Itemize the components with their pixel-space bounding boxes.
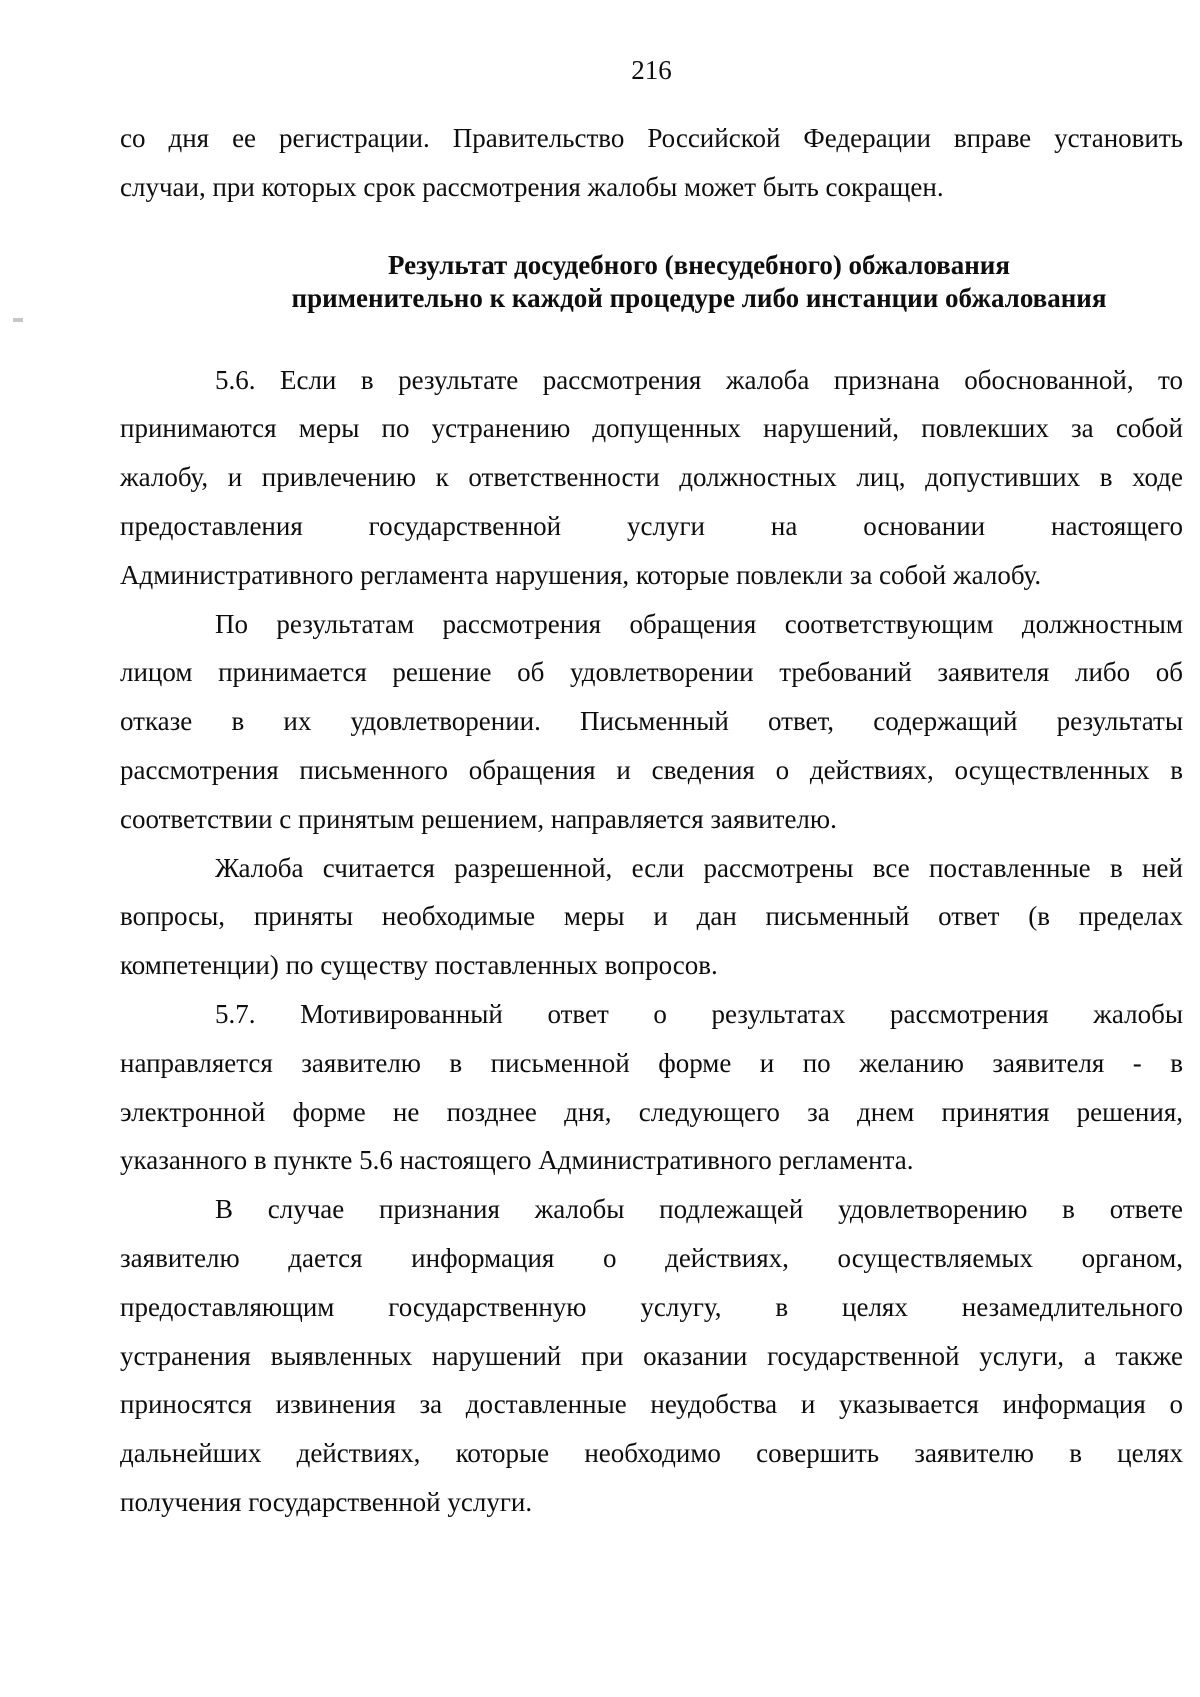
text-line: соответствии с принятым решением, направляется заявителю.	[120, 803, 837, 834]
text-line: компетенции) по существу поставленных вопросов.	[120, 950, 718, 981]
page-number: 216	[631, 55, 672, 85]
text-line: предоставляющим государственную услугу, в целях незамедлительного	[120, 1291, 1183, 1322]
text-line: электронной форме не позднее дня, следующего за днем принятия решения,	[120, 1096, 1183, 1127]
text-line: Административного регламента нарушения, которые повлекли за собой жалобу.	[120, 559, 1042, 590]
text-line: получения государственной услуги.	[120, 1486, 533, 1517]
scan-artifact-mark	[13, 318, 23, 322]
text-line: рассмотрения письменного обращения и сведения о действиях, осуществленных в	[120, 754, 1183, 785]
text-line: направляется заявителю в письменной форме и по желанию заявителя - в	[120, 1047, 1183, 1078]
text-line: 5.6. Если в результате рассмотрения жалоба признана обоснованной, то	[215, 364, 1183, 395]
heading-line: применительно к каждой процедуре либо инстанции обжалования	[291, 282, 1107, 313]
paragraph-5-7	[120, 990, 1183, 1185]
paragraph-review-results	[120, 600, 1183, 844]
paragraph-intro	[120, 114, 1183, 212]
text-line: приносятся извинения за доставленные неудобства и указывается информация о	[120, 1389, 1183, 1420]
text-line: принимаются меры по устранению допущенных нарушений, повлекших за собой	[120, 413, 1183, 444]
text-line: предоставления государственной услуги на основании настоящего	[120, 510, 1183, 541]
text-line: дальнейших действиях, которые необходимо совершить заявителю в целях	[120, 1438, 1183, 1469]
text-line: отказе в их удовлетворении. Письменный ответ, содержащий результаты	[120, 706, 1183, 737]
text-line: заявителю дается информация о действиях, осуществляемых органом,	[120, 1242, 1183, 1273]
section-heading	[120, 249, 1183, 315]
text-line: В случае признания жалобы подлежащей удовлетворению в ответе	[215, 1194, 1183, 1225]
text-line: случаи, при которых срок рассмотрения жалобы может быть сокращен.	[120, 171, 944, 202]
paragraph-complaint-satisfied	[120, 1185, 1183, 1527]
text-line: 5.7. Мотивированный ответ о результатах рассмотрения жалобы	[215, 998, 1183, 1029]
text-line: По результатам рассмотрения обращения соответствующим должностным	[215, 608, 1183, 639]
page-content	[120, 114, 1183, 1527]
text-line: указанного в пункте 5.6 настоящего Административного регламента.	[120, 1145, 914, 1176]
text-line: вопросы, приняты необходимые меры и дан письменный ответ (в пределах	[120, 901, 1183, 932]
heading-line: Результат досудебного (внесудебного) обжалования	[388, 249, 1010, 280]
text-line: устранения выявленных нарушений при оказании государственной услуги, а также	[120, 1340, 1183, 1371]
text-line: Жалоба считается разрешенной, если рассмотрены все поставленные в ней	[215, 852, 1183, 883]
text-line: жалобу, и привлечению к ответственности должностных лиц, допустивших в ходе	[120, 462, 1183, 493]
paragraph-complaint-resolved	[120, 844, 1183, 990]
paragraph-5-6	[120, 356, 1183, 600]
text-line: со дня ее регистрации. Правительство Российской Федерации вправе установить	[120, 123, 1183, 153]
text-line: лицом принимается решение об удовлетворении требований заявителя либо об	[120, 657, 1183, 688]
